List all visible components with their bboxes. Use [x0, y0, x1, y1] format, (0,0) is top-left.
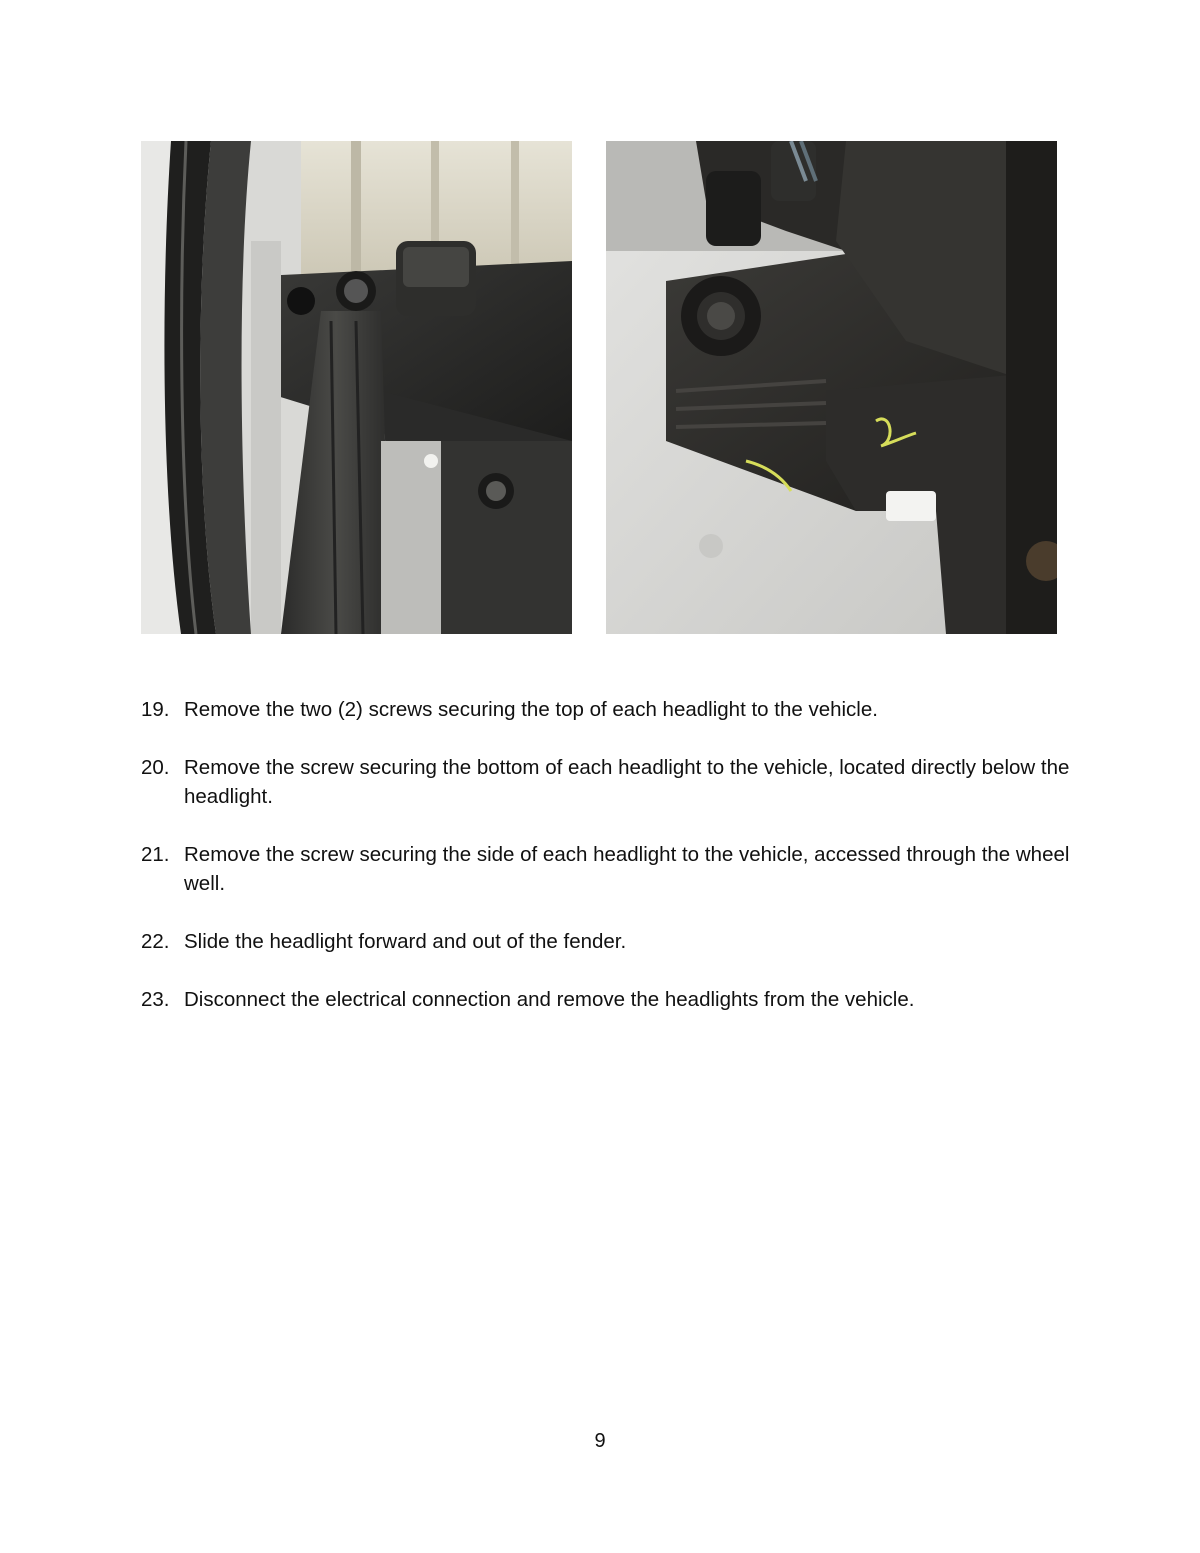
step-23 [141, 985, 1071, 1014]
step-number: 22. [141, 930, 170, 953]
page-number: 9 [594, 1430, 606, 1452]
step-20 [141, 753, 1071, 811]
step-19 [141, 695, 1071, 724]
photo-headlight-bracket-screw [606, 141, 1057, 634]
step-number: 21. [141, 843, 170, 866]
step-text: Disconnect the electrical connection and remove the headlights from the vehicle. [184, 988, 915, 1011]
bracket-image [606, 141, 1057, 634]
step-22 [141, 927, 1071, 956]
instruction-steps [141, 695, 1071, 1043]
step-number: 20. [141, 756, 170, 779]
step-text: Slide the headlight forward and out of the fender. [184, 930, 627, 953]
engine-bay-image [141, 141, 572, 634]
step-number: 19. [141, 698, 170, 721]
photo-engine-bay-top-screws [141, 141, 572, 634]
step-text: Remove the screw securing the side of each headlight to the vehicle, accessed through the wheel well. [184, 843, 1070, 895]
step-text: Remove the two (2) screws securing the top of each headlight to the vehicle. [184, 698, 878, 721]
step-21 [141, 840, 1071, 898]
step-number: 23. [141, 988, 170, 1011]
step-text: Remove the screw securing the bottom of each headlight to the vehicle, located directly below the headlight. [184, 756, 1070, 808]
